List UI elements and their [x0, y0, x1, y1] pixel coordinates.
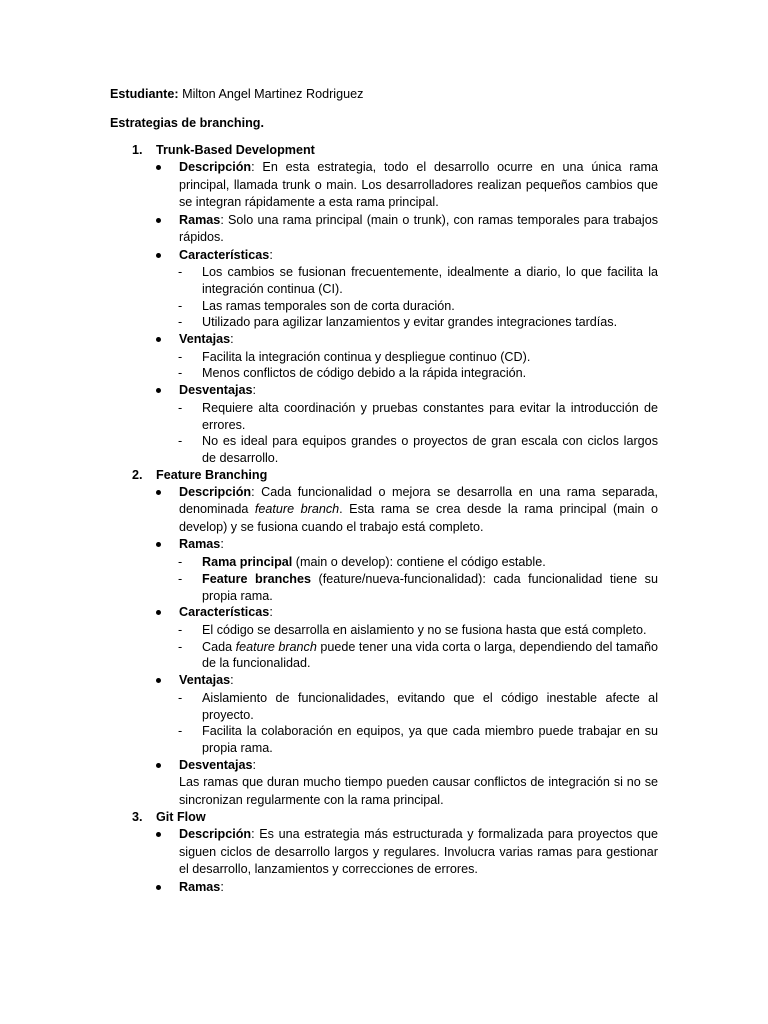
desventajas-heading: Desventajas:: [179, 383, 257, 398]
bullet-ramas: [156, 536, 658, 554]
section-title: Feature Branching: [156, 467, 268, 482]
bullet-ramas: [156, 212, 658, 247]
dash-icon: -: [178, 298, 183, 313]
bullet-icon: [156, 542, 161, 547]
section-title: Trunk-Based Development: [156, 143, 315, 157]
list-item: - Feature branches (feature/nueva-funcionalidad): cada funcionalidad tiene su propia rama.: [178, 571, 658, 603]
list-item: - No es ideal para equipos grandes o proyectos de gran escala con ciclos largos de desarrollo.: [178, 434, 658, 466]
list-item: - Menos conflictos de código debido a la rápida integración.: [178, 366, 527, 381]
dash-icon: -: [178, 639, 183, 654]
desventajas-heading: Desventajas:: [179, 757, 257, 772]
bullet-icon: [156, 165, 161, 170]
section-number: 2.: [132, 467, 143, 482]
section-heading: [132, 142, 658, 159]
list-item: - Rama principal (main o develop): contiene el código estable.: [178, 554, 546, 569]
dash-icon: -: [178, 622, 183, 637]
bullet-desventajas: [156, 382, 658, 400]
ramas-heading: Ramas:: [179, 879, 224, 894]
bullet-ventajas: [156, 672, 658, 690]
bullet-ventajas: [156, 331, 658, 349]
section-number: 1.: [132, 143, 143, 157]
ramas-text: Ramas: Solo una rama principal (main o trunk), con ramas temporales para trabajos rápidos.: [179, 212, 658, 244]
list-item: - Facilita la integración continua y despliegue continuo (CD).: [178, 349, 531, 364]
ventajas-list: [156, 690, 658, 757]
bullet-icon: [156, 253, 161, 258]
caracteristicas-heading: Características:: [179, 247, 273, 262]
dash-icon: -: [178, 366, 183, 381]
ventajas-list: [156, 349, 658, 383]
caracteristicas-list: [156, 264, 658, 331]
list-item: - El código se desarrolla en aislamiento y no se fusiona hasta que está completo.: [178, 622, 647, 637]
ramas-heading: Ramas:: [179, 537, 224, 552]
list-item: - Utilizado para agilizar lanzamientos y evitar grandes integraciones tardías.: [178, 315, 618, 330]
bullet-icon: [156, 218, 161, 223]
ramas-list: [156, 554, 658, 604]
dash-icon: -: [178, 315, 183, 330]
bullet-icon: [156, 678, 161, 683]
bullet-icon: [156, 490, 161, 495]
ventajas-heading: Ventajas:: [179, 332, 234, 347]
student-line: [110, 86, 658, 103]
dash-icon: -: [178, 724, 183, 739]
bullet-icon: [156, 337, 161, 342]
list-item: - Requiere alta coordinación y pruebas constantes para evitar la introducción de errores.: [178, 400, 658, 432]
section-feature-branching: [110, 467, 658, 809]
bullet-caracteristicas: [156, 247, 658, 265]
dash-icon: -: [178, 690, 183, 705]
list-item: - Aislamiento de funcionalidades, evitando que el código inestable afecte al proyecto.: [178, 690, 658, 722]
bullet-ramas: [156, 879, 658, 897]
section-heading: [132, 467, 658, 484]
student-name: Milton Angel Martinez Rodriguez: [178, 87, 364, 101]
list-item: - Las ramas temporales son de corta duración.: [178, 298, 455, 313]
dash-icon: -: [178, 554, 183, 569]
bullet-icon: [156, 832, 161, 837]
descripcion-text: Descripción: Cada funcionalidad o mejora se desarrolla en una rama separada, denominada feature branch. Esta rama se crea desde la rama principal (main o develop) y se fusiona cuando el trabajo está completo.: [179, 484, 658, 534]
dash-icon: -: [178, 400, 183, 415]
bullet-descripcion: [156, 826, 658, 879]
section-heading: [132, 809, 658, 826]
bullet-desventajas: [156, 757, 658, 810]
desventajas-text: Las ramas que duran mucho tiempo pueden causar conflictos de integración si no se sincronizan regularmente con la rama principal.: [179, 775, 658, 807]
bullet-icon: [156, 885, 161, 890]
desventajas-list: [156, 400, 658, 467]
bullet-icon: [156, 388, 161, 393]
dash-icon: -: [178, 434, 183, 449]
bullet-icon: [156, 610, 161, 615]
dash-icon: -: [178, 571, 183, 586]
descripcion-text: Descripción: Es una estrategia más estructurada y formalizada para proyectos que siguen ciclos de desarrollo largos y regulares. Involucra varias ramas para gestionar el desarrollo, lanzamientos y correcciones de errores.: [179, 827, 658, 877]
ventajas-heading: Ventajas:: [179, 673, 234, 688]
section-title: Git Flow: [156, 810, 206, 825]
document-title: Estrategias de branching.: [110, 116, 264, 130]
section-trunk-based: [110, 142, 658, 467]
document-page: [110, 86, 658, 896]
caracteristicas-heading: Características:: [179, 605, 273, 620]
list-item: - Cada feature branch puede tener una vida corta o larga, dependiendo del tamaño de la funcionalidad.: [178, 639, 658, 671]
student-label: Estudiante:: [110, 87, 179, 101]
descripcion-text: Descripción: En esta estrategia, todo el desarrollo ocurre en una única rama principal, llamada trunk o main. Los desarrolladores realizan pequeños cambios que se integran rápidamente a esta rama principal.: [179, 160, 658, 209]
section-number: 3.: [132, 810, 143, 825]
bullet-descripcion: [156, 159, 658, 212]
list-item: - Facilita la colaboración en equipos, ya que cada miembro puede trabajar en su propia rama.: [178, 724, 658, 756]
dash-icon: -: [178, 265, 183, 279]
caracteristicas-list: [156, 622, 658, 672]
bullet-icon: [156, 763, 161, 768]
bullet-caracteristicas: [156, 604, 658, 622]
section-git-flow: [110, 809, 658, 896]
bullet-descripcion: [156, 484, 658, 537]
list-item: - Los cambios se fusionan frecuentemente, idealmente a diario, lo que facilita la integración continua (CI).: [178, 265, 658, 296]
dash-icon: -: [178, 349, 183, 364]
